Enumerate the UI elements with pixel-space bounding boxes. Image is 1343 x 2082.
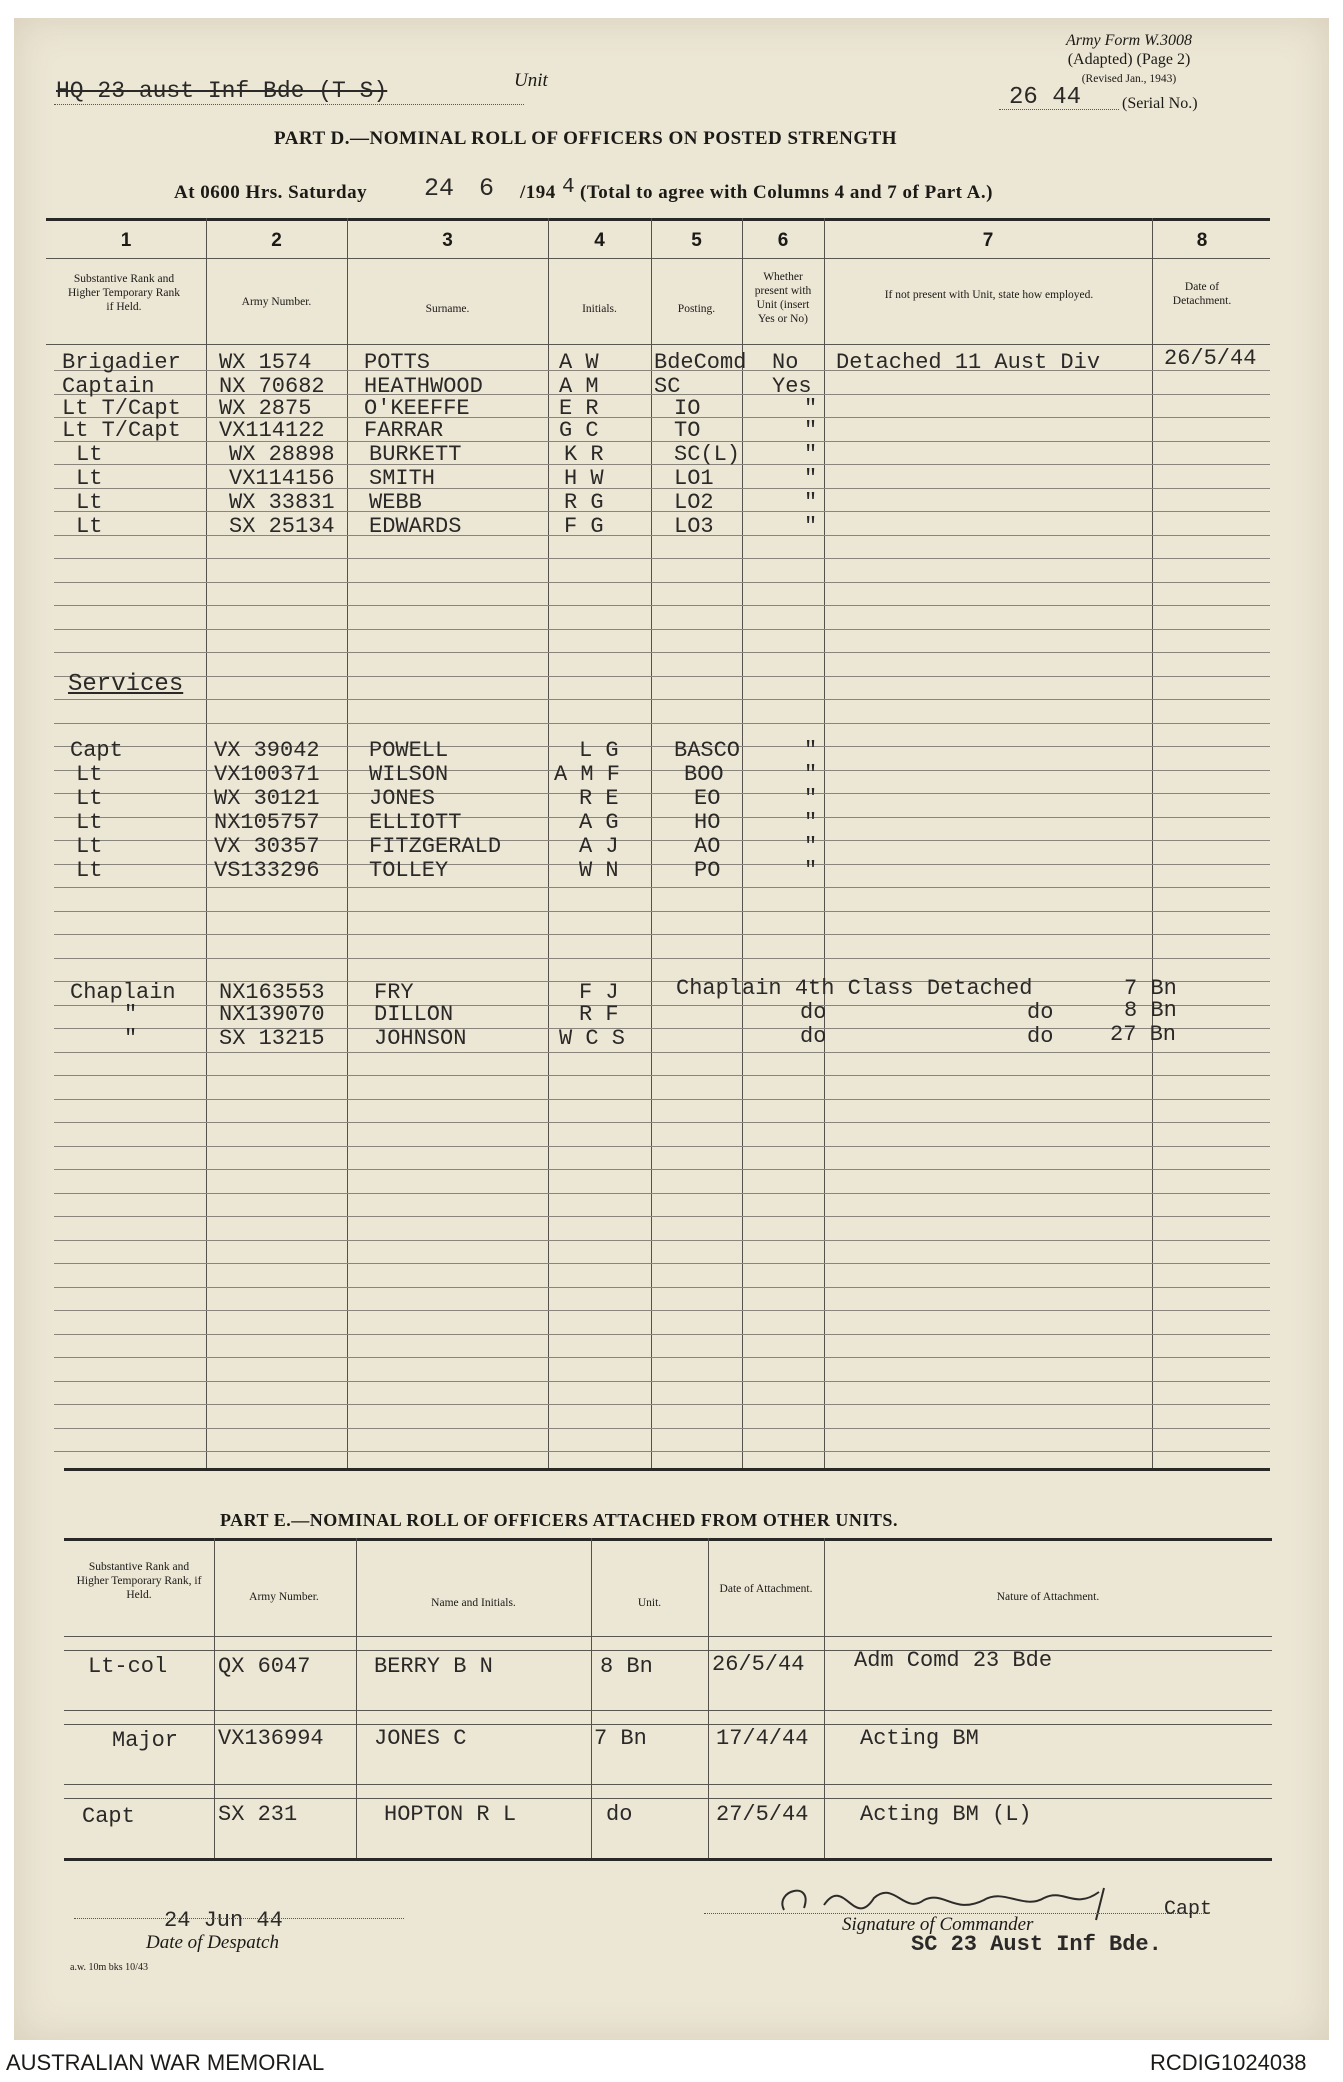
initials-cell: R E [579, 786, 619, 811]
print-code: a.w. 10m bks 10/43 [70, 1962, 148, 1973]
signature-label: Signature of Commander [842, 1914, 1034, 1935]
posting-cell: BdeComd [654, 350, 747, 375]
present-cell: " [804, 810, 818, 835]
number-cell: NX139070 [219, 1002, 325, 1027]
ruled-line [54, 699, 1270, 700]
detach-date-cell: 26/5/44 [1164, 346, 1257, 371]
unit-label: Unit [514, 70, 548, 91]
e-name-cell: JONES C [374, 1726, 467, 1751]
number-cell: WX 1574 [219, 350, 312, 375]
surname-cell: EDWARDS [369, 514, 462, 539]
chaplain-note: do [800, 1000, 827, 1025]
surname-cell: HEATHWOOD [364, 374, 483, 399]
rank-cell: Chaplain [70, 980, 176, 1005]
col-num: 4 [594, 230, 605, 251]
posting-cell: LO2 [674, 490, 714, 515]
number-cell: WX 2875 [219, 396, 312, 421]
part-e-rule [64, 1784, 1272, 1785]
rank-cell: Lt [76, 858, 103, 883]
e-unit-cell: 8 Bn [600, 1654, 653, 1679]
archive-right-label: RCDIG1024038 [1150, 2050, 1307, 2075]
ruled-line [54, 1263, 1270, 1264]
col-num: 1 [120, 230, 132, 251]
col-rule [214, 1538, 215, 1858]
surname-cell: JONES [369, 786, 436, 811]
rank-cell: Lt [76, 514, 103, 539]
ruled-line [54, 723, 1270, 724]
part-e-rule [64, 1798, 1272, 1799]
surname-cell: TOLLEY [369, 858, 449, 883]
services-heading: Services [68, 671, 184, 698]
part-e-rule [64, 1650, 1272, 1651]
posting-cell: IO [674, 396, 701, 421]
rank-cell: Brigadier [62, 350, 181, 375]
initials-cell: G C [559, 418, 599, 443]
initials-cell: H W [564, 466, 604, 491]
posting-cell: TO [674, 418, 701, 443]
rank-cell: Lt [76, 762, 103, 787]
initials-cell: A M [559, 374, 599, 399]
part-d-bottom-rule [64, 1468, 1270, 1471]
rank-cell: Lt [76, 442, 103, 467]
present-cell: Yes [772, 374, 812, 399]
present-cell: " [804, 514, 818, 539]
initials-cell: R F [579, 1002, 619, 1027]
number-cell: NX105757 [214, 810, 320, 835]
present-cell: " [804, 786, 818, 811]
e-number-cell: VX136994 [218, 1726, 324, 1751]
part-e-col-label: Army Number. [249, 1591, 319, 1603]
part-e-rule [64, 1724, 1272, 1725]
number-cell: VX114122 [219, 418, 325, 443]
ruled-line [54, 1169, 1270, 1170]
bn-cell: 27 Bn [1110, 1022, 1177, 1047]
ruled-line [54, 605, 1270, 606]
employed-cell: Detached 11 Aust Div [836, 350, 1101, 375]
posting-cell: BASCO [674, 738, 741, 763]
surname-cell: DILLON [374, 1002, 454, 1027]
surname-cell: O'KEEFFE [364, 396, 470, 421]
serial-label: (Serial No.) [1122, 95, 1198, 112]
rank-cell: Lt [76, 490, 103, 515]
initials-cell: W N [579, 858, 619, 883]
ruled-line [54, 1193, 1270, 1194]
ruled-line [54, 676, 1270, 677]
ruled-line [54, 1216, 1270, 1217]
rank-cell: " [124, 1002, 138, 1027]
ruled-line [54, 558, 1270, 559]
ruled-line [54, 1310, 1270, 1311]
posting-cell: LO3 [674, 514, 714, 539]
initials-cell: A J [579, 834, 619, 859]
number-cell: VS133296 [214, 858, 320, 883]
e-number-cell: SX 231 [218, 1802, 298, 1827]
rank-cell: Lt [76, 786, 103, 811]
col-label: Army Number. [241, 296, 312, 308]
col-label: Substantive Rank and Higher Temporary Rank if Held. [67, 273, 181, 313]
commander-rank: Capt [1164, 1898, 1213, 1921]
part-d-top-rule [46, 218, 1270, 221]
col-num: 5 [691, 230, 702, 251]
posting-cell: SC(L) [674, 442, 741, 467]
at-suffix: (Total to agree with Columns 4 and 7 of Part A.) [580, 182, 993, 203]
unit-underline [54, 104, 524, 105]
rank-cell: " [124, 1026, 138, 1051]
col-rule [591, 1538, 592, 1858]
ruled-line [54, 1240, 1270, 1241]
col-num: 8 [1196, 230, 1208, 251]
surname-cell: WEBB [369, 490, 422, 515]
col-num: 3 [442, 230, 453, 251]
present-cell: " [804, 738, 818, 763]
rank-cell: Captain [62, 374, 155, 399]
e-rank-cell: Capt [82, 1804, 135, 1829]
surname-cell: WILSON [369, 762, 449, 787]
col-num: 7 [982, 230, 994, 251]
e-date-cell: 17/4/44 [716, 1726, 809, 1751]
chaplain-note: do [800, 1024, 827, 1049]
col-label: Posting. [677, 303, 716, 315]
number-cell: NX163553 [219, 980, 325, 1005]
present-cell: " [804, 762, 818, 787]
part-e-col-label: Unit. [637, 1597, 662, 1609]
initials-cell: A W [559, 350, 599, 375]
part-d-numrow-rule [46, 258, 1270, 259]
part-e-rule [64, 1710, 1272, 1711]
ruled-line [54, 934, 1270, 935]
at-prefix: At 0600 Hrs. Saturday [174, 182, 368, 203]
e-date-cell: 26/5/44 [712, 1652, 805, 1677]
date-year-digit: 4 [562, 176, 575, 199]
posting-cell: EO [694, 786, 721, 811]
col-rule [206, 218, 207, 1468]
e-rank-cell: Lt-col [88, 1654, 168, 1679]
e-nature-cell: Acting BM (L) [860, 1802, 1032, 1827]
part-e-col-label: Name and Initials. [431, 1597, 516, 1609]
part-e-col-label: Nature of Attachment. [996, 1591, 1100, 1603]
number-cell: VX100371 [214, 762, 320, 787]
col-num: 6 [777, 230, 789, 251]
part-e-header-rule [64, 1636, 1272, 1637]
rank-cell: Lt T/Capt [62, 418, 181, 443]
rank-cell: Lt [76, 810, 103, 835]
chaplain-note: Chaplain 4th Class Detached [676, 976, 1033, 1001]
col-label: Whether present with Unit (insert Yes or No) [754, 271, 812, 325]
unit-value: HQ 23 aust Inf Bde (T S) [56, 78, 388, 104]
posting-cell: LO1 [674, 466, 714, 491]
present-cell: " [804, 490, 818, 515]
serial-value: 26 44 [1009, 84, 1082, 111]
number-cell: SX 13215 [219, 1026, 325, 1051]
ruled-line [54, 629, 1270, 630]
initials-cell: A G [579, 810, 619, 835]
col-label: Surname. [425, 303, 470, 315]
part-e-col-label: Date of Attachment. [719, 1583, 813, 1595]
army-form-label: Army Form W.3008 [1065, 32, 1193, 49]
e-nature-cell: Adm Comd 23 Bde [854, 1648, 1053, 1673]
form-sheet [14, 18, 1329, 2040]
surname-cell: POTTS [364, 350, 431, 375]
col-rule [356, 1538, 357, 1858]
signature-unit: SC 23 Aust Inf Bde. [911, 1932, 1162, 1957]
initials-cell: K R [564, 442, 604, 467]
surname-cell: FRY [374, 980, 414, 1005]
surname-cell: BURKETT [369, 442, 462, 467]
ruled-line [54, 1075, 1270, 1076]
present-cell: " [804, 396, 818, 421]
despatch-underline [74, 1918, 404, 1919]
despatch-date: 24 Jun 44 [164, 1908, 283, 1933]
surname-cell: ELLIOTT [369, 810, 462, 835]
ruled-line [54, 1357, 1270, 1358]
initials-cell: A M F [554, 762, 621, 787]
archive-left-label: AUSTRALIAN WAR MEMORIAL [6, 2050, 325, 2075]
ruled-line [54, 1146, 1270, 1147]
rank-cell: Capt [70, 738, 123, 763]
posting-cell: BOO [684, 762, 724, 787]
e-date-cell: 27/5/44 [716, 1802, 809, 1827]
number-cell: WX 28898 [229, 442, 335, 467]
col-rule [824, 218, 825, 1468]
ruled-line [54, 911, 1270, 912]
ruled-line [54, 582, 1270, 583]
part-d-title: PART D.—NOMINAL ROLL OF OFFICERS ON POSTED STRENGTH [274, 128, 898, 149]
date-day-month: 24 6 [424, 174, 495, 203]
initials-cell: E R [559, 396, 599, 421]
rank-cell: Lt [76, 466, 103, 491]
posting-cell: SC [654, 374, 681, 399]
e-number-cell: QX 6047 [218, 1654, 311, 1679]
col-rule [651, 218, 652, 1468]
posting-cell: AO [694, 834, 721, 859]
initials-cell: W C S [559, 1026, 626, 1051]
ruled-line [54, 1404, 1270, 1405]
e-name-cell: BERRY B N [374, 1654, 493, 1679]
col-rule [347, 218, 348, 1468]
present-cell: " [804, 858, 818, 883]
col-num: 2 [271, 230, 282, 251]
surname-cell: JOHNSON [374, 1026, 467, 1051]
posting-cell: PO [694, 858, 721, 883]
surname-cell: FITZGERALD [369, 834, 502, 859]
rank-cell: Lt [76, 834, 103, 859]
present-cell: " [804, 466, 818, 491]
initials-cell: L G [579, 738, 619, 763]
posting-cell: HO [694, 810, 721, 835]
present-cell: " [804, 834, 818, 859]
chaplain-note: do [1027, 1024, 1054, 1049]
present-cell: No [772, 350, 799, 375]
col-rule [708, 1538, 709, 1858]
surname-cell: POWELL [369, 738, 449, 763]
bn-cell: 8 Bn [1124, 998, 1177, 1023]
rank-cell: Lt T/Capt [62, 396, 181, 421]
despatch-label: Date of Despatch [146, 1932, 279, 1953]
initials-cell: R G [564, 490, 604, 515]
present-cell: " [804, 418, 818, 443]
date-year: /194 [520, 182, 556, 203]
col-rule [742, 218, 743, 1468]
part-e-col-label: Substantive Rank and Higher Temporary Rank, if Held. [76, 1561, 202, 1601]
col-label: Initials. [582, 303, 617, 315]
ruled-line [54, 1052, 1270, 1053]
serial-underline [999, 109, 1119, 110]
present-cell: " [804, 442, 818, 467]
number-cell: VX 30357 [214, 834, 320, 859]
number-cell: WX 30121 [214, 786, 320, 811]
col-label: Date of Detachment. [1172, 281, 1232, 307]
e-rank-cell: Major [112, 1728, 179, 1753]
surname-cell: SMITH [369, 466, 436, 491]
ruled-line [54, 887, 1270, 888]
initials-cell: F G [564, 514, 604, 539]
number-cell: VX 39042 [214, 738, 320, 763]
number-cell: NX 70682 [219, 374, 325, 399]
e-unit-cell: 7 Bn [594, 1726, 647, 1751]
number-cell: WX 33831 [229, 490, 335, 515]
adapted-label: (Adapted) (Page 2) [1067, 51, 1191, 68]
chaplain-note: do [1027, 1000, 1054, 1025]
col-label: If not present with Unit, state how employed. [884, 289, 1094, 301]
e-name-cell: HOPTON R L [384, 1802, 517, 1827]
number-cell: VX114156 [229, 466, 335, 491]
part-d-header-rule [46, 344, 1270, 345]
part-e-bottom-rule [64, 1858, 1272, 1861]
revised-label: (Revised Jan., 1943) [1081, 73, 1177, 85]
number-cell: SX 25134 [229, 514, 335, 539]
e-nature-cell: Acting BM [860, 1726, 979, 1751]
ruled-line [54, 1122, 1270, 1123]
ruled-line [54, 1334, 1270, 1335]
col-rule [548, 218, 549, 1468]
part-e-title: PART E.—NOMINAL ROLL OF OFFICERS ATTACHED FROM OTHER UNITS. [220, 1510, 898, 1530]
col-rule [1152, 218, 1153, 1468]
ruled-line [54, 1428, 1270, 1429]
e-unit-cell: do [606, 1802, 633, 1827]
col-rule [824, 1538, 825, 1858]
ruled-line [54, 1287, 1270, 1288]
bn-cell: 7 Bn [1124, 976, 1177, 1001]
ruled-line [54, 1099, 1270, 1100]
surname-cell: FARRAR [364, 418, 444, 443]
ruled-line [54, 652, 1270, 653]
ruled-line [54, 958, 1270, 959]
ruled-line [54, 1381, 1270, 1382]
ruled-line [54, 1451, 1270, 1452]
part-e-top-rule [64, 1538, 1272, 1541]
initials-cell: F J [579, 980, 619, 1005]
